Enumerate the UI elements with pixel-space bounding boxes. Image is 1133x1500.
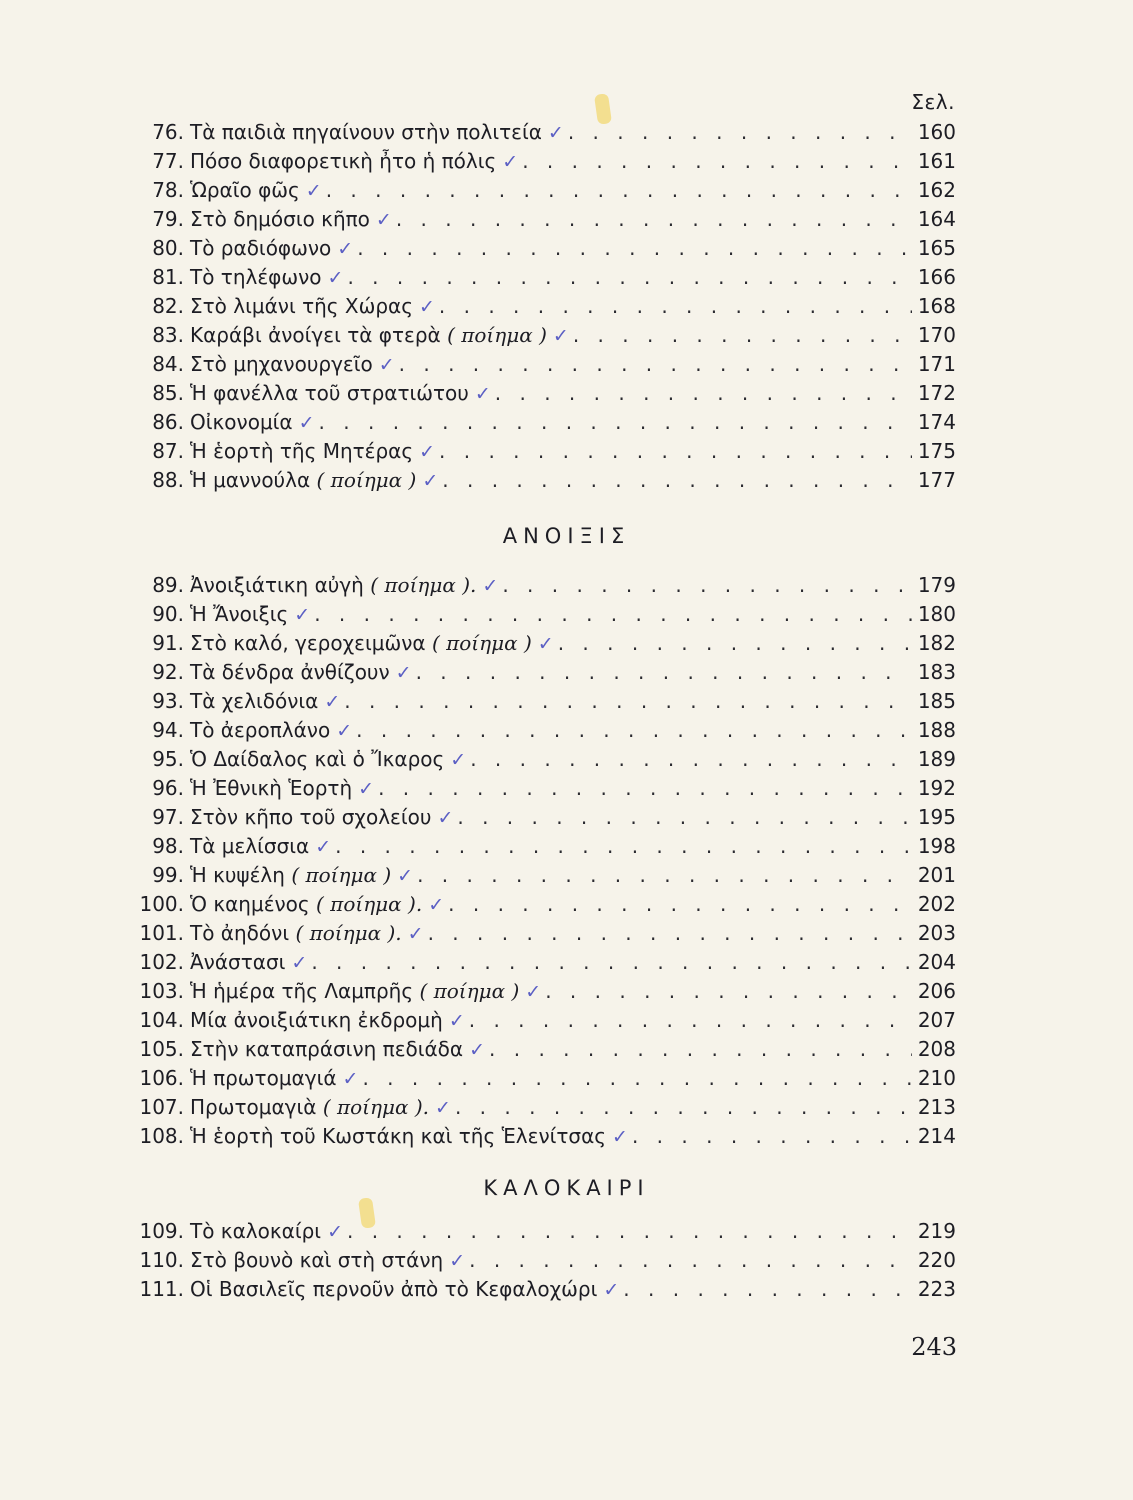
entry-title — [184, 147, 518, 177]
entry-page: 177 — [917, 468, 956, 492]
entry-genre-note: ( ποίημα ). — [370, 573, 477, 597]
entry-title-text: Μία ἀνοιξιάτικη ἐκδρομὴ — [190, 1008, 443, 1032]
leader-dots — [396, 205, 912, 234]
entry-title — [184, 1275, 619, 1305]
checkmark-icon: ✓ — [552, 325, 569, 347]
entry-genre-note: ( ποίημα ) — [291, 863, 392, 887]
toc-entry — [126, 716, 956, 745]
toc-entry — [126, 408, 956, 437]
toc-entry — [126, 832, 956, 861]
entry-title-text: Στὸ λιμάνι τῆς Χώρας — [190, 294, 413, 318]
entry-genre-note: ( ποίημα ) — [431, 631, 532, 655]
entry-title — [184, 1246, 465, 1276]
entry-title-text: Τὸ τηλέφωνο — [190, 265, 322, 289]
entry-page: 180 — [917, 602, 956, 626]
checkmark-icon: ✓ — [450, 749, 467, 771]
toc-entry — [126, 234, 956, 263]
checkmark-icon: ✓ — [358, 778, 375, 800]
entry-number: 100. — [139, 892, 184, 916]
entry-genre-note: ( ποίημα ). — [322, 1095, 430, 1119]
entry-title — [184, 321, 569, 351]
entry-title — [184, 1217, 343, 1247]
toc-entry — [126, 1064, 956, 1093]
page-column-label: Σελ. — [911, 90, 955, 114]
entry-title-text: Τὰ παιδιὰ πηγαίνουν στὴν πολιτεία — [190, 120, 542, 144]
entry-number: 108. — [139, 1124, 184, 1148]
entry-title — [184, 205, 392, 235]
entry-title — [184, 948, 307, 978]
entry-title-text: Τὰ δένδρα ἀνθίζουν — [190, 660, 390, 684]
leader-dots — [573, 321, 912, 350]
entry-page: 160 — [917, 120, 956, 144]
entry-title — [184, 890, 444, 920]
entry-number: 88. — [152, 468, 184, 492]
checkmark-icon: ✓ — [482, 575, 499, 597]
entry-title — [184, 832, 331, 862]
checkmark-icon: ✓ — [315, 836, 332, 858]
entry-page: 210 — [917, 1066, 956, 1090]
toc-entry — [126, 1122, 956, 1151]
entry-genre-note: ( ποίημα ). — [295, 921, 402, 945]
entry-page: 183 — [917, 660, 956, 684]
entry-title-text: Ἡ ἑορτὴ τῆς Μητέρας — [190, 439, 414, 463]
entry-page: 219 — [917, 1219, 956, 1243]
entry-number: 90. — [152, 602, 184, 626]
checkmark-icon: ✓ — [375, 209, 392, 231]
entry-page: 223 — [917, 1277, 956, 1301]
section-heading-summer: ΚΑΛΟΚΑΙΡΙ — [483, 1176, 650, 1200]
entry-title — [184, 919, 424, 949]
entry-genre-note: ( ποίημα ) — [447, 323, 547, 347]
checkmark-icon: ✓ — [337, 238, 354, 260]
leader-dots — [623, 1275, 912, 1304]
checkmark-icon: ✓ — [449, 1250, 466, 1272]
checkmark-icon: ✓ — [378, 354, 395, 376]
entry-page: 168 — [917, 294, 956, 318]
checkmark-icon: ✓ — [612, 1126, 628, 1148]
leader-dots — [347, 1217, 912, 1246]
entry-number: 93. — [152, 689, 184, 713]
toc-entry — [126, 176, 956, 205]
entry-title-text: Στὴν καταπράσινη πεδιάδα — [190, 1037, 464, 1061]
entry-page: 172 — [917, 381, 956, 405]
toc-entry — [126, 1275, 956, 1304]
entry-page: 198 — [917, 834, 956, 858]
entry-title — [184, 803, 453, 833]
toc-entry — [126, 1006, 956, 1035]
entry-number: 110. — [139, 1248, 184, 1272]
entry-number: 94. — [152, 718, 184, 742]
toc-entry — [126, 919, 956, 948]
toc-entry — [126, 379, 956, 408]
entry-title-text: Ἡ μαννούλα — [190, 468, 311, 492]
toc-entry — [126, 629, 956, 658]
entry-page: 202 — [917, 892, 956, 916]
leader-dots — [319, 408, 912, 437]
entry-title-text: Οἰκονομία — [190, 410, 293, 434]
leader-dots — [311, 948, 912, 977]
entry-title-text: Ὁ καημένος — [190, 892, 310, 916]
leader-dots — [568, 118, 912, 147]
checkmark-icon: ✓ — [294, 604, 311, 626]
leader-dots — [455, 1093, 912, 1122]
entry-title-text: Ἡ ἑορτὴ τοῦ Κωστάκη καὶ τῆς Ἑλενίτσας — [190, 1124, 607, 1148]
entry-number: 86. — [152, 410, 184, 434]
entry-page: 192 — [917, 776, 956, 800]
toc-entry — [126, 1093, 956, 1122]
entry-title — [184, 600, 310, 630]
toc-entry — [126, 437, 956, 466]
entry-title — [184, 350, 395, 380]
leader-dots — [326, 176, 912, 205]
entry-title — [184, 687, 340, 717]
entry-title-text: Στὸ μηχανουργεῖο — [190, 352, 373, 376]
entry-title-text: Τὰ μελίσσια — [190, 834, 310, 858]
entry-number: 99. — [152, 863, 184, 887]
entry-page: 171 — [917, 352, 956, 376]
entry-title — [184, 437, 435, 467]
leader-dots — [448, 890, 912, 919]
entry-number: 78. — [152, 178, 184, 202]
entry-title-text: Τὰ χελιδόνια — [190, 689, 319, 713]
entry-title-text: Ἡ Ἄνοιξις — [190, 602, 289, 626]
entry-genre-note: ( ποίημα ) — [419, 979, 520, 1003]
entry-number: 105. — [139, 1037, 184, 1061]
entry-number: 106. — [139, 1066, 184, 1090]
leader-dots — [502, 571, 912, 600]
toc-entry — [126, 1035, 956, 1064]
entry-page: 208 — [917, 1037, 956, 1061]
toc-entry — [126, 1246, 956, 1275]
entry-title-text: Ὡραῖο φῶς — [190, 178, 300, 202]
entry-number: 111. — [139, 1277, 184, 1301]
entry-number: 89. — [152, 573, 184, 597]
entry-title — [184, 745, 466, 775]
entry-page: 162 — [917, 178, 956, 202]
entry-page: 213 — [917, 1095, 956, 1119]
entry-page: 182 — [917, 631, 956, 655]
entry-title — [184, 379, 491, 409]
checkmark-icon: ✓ — [342, 1068, 359, 1090]
leader-dots — [399, 350, 912, 379]
checkmark-icon: ✓ — [603, 1279, 620, 1301]
entry-title-text: Στὸ δημόσιο κῆπο — [190, 207, 370, 231]
entry-genre-note: ( ποίημα ). — [316, 892, 423, 916]
entry-title-text: Στὸ καλό, γεροχειμῶνα — [190, 631, 426, 655]
entry-title-text: Στὸν κῆπο τοῦ σχολείου — [190, 805, 432, 829]
leader-dots — [489, 1035, 912, 1064]
leader-dots — [357, 234, 912, 263]
entry-number: 97. — [152, 805, 184, 829]
toc-entry — [126, 977, 956, 1006]
entry-number: 102. — [139, 950, 184, 974]
leader-dots — [545, 977, 912, 1006]
entry-title-text: Καράβι ἀνοίγει τὰ φτερὰ — [190, 323, 441, 347]
entry-title — [184, 1122, 628, 1152]
entry-title-text: Ἀνοιξιάτικη αὐγὴ — [190, 573, 364, 597]
entry-number: 107. — [139, 1095, 184, 1119]
toc-entry — [126, 205, 956, 234]
leader-dots — [558, 629, 912, 658]
entry-title — [184, 408, 315, 438]
entry-number: 101. — [139, 921, 184, 945]
entry-title — [184, 292, 435, 322]
checkmark-icon: ✓ — [395, 662, 412, 684]
entry-genre-note: ( ποίημα ) — [316, 468, 417, 492]
entry-page: 188 — [917, 718, 956, 742]
entry-number: 95. — [152, 747, 184, 771]
checkmark-icon: ✓ — [448, 1010, 465, 1032]
checkmark-icon: ✓ — [327, 1221, 343, 1243]
entry-number: 76. — [152, 120, 184, 144]
entry-number: 84. — [152, 352, 184, 376]
checkmark-icon: ✓ — [407, 923, 424, 945]
leader-dots — [439, 437, 912, 466]
entry-number: 77. — [152, 149, 184, 173]
leader-dots — [442, 466, 912, 495]
entry-page: 179 — [917, 573, 956, 597]
entry-number: 109. — [139, 1219, 184, 1243]
entry-page: 164 — [917, 207, 956, 231]
checkmark-icon: ✓ — [469, 1039, 486, 1061]
entry-page: 185 — [917, 689, 956, 713]
entry-title — [184, 861, 413, 891]
entry-title-text: Ἡ Ἐθνικὴ Ἑορτὴ — [190, 776, 353, 800]
toc-entry — [126, 600, 956, 629]
entry-title — [184, 977, 541, 1007]
entry-title — [184, 571, 498, 601]
toc-entry — [126, 292, 956, 321]
leader-dots — [356, 716, 912, 745]
toc-entry — [126, 466, 956, 495]
toc-entry — [126, 861, 956, 890]
toc-entry — [126, 571, 956, 600]
entry-page: 195 — [917, 805, 956, 829]
entry-page: 165 — [917, 236, 956, 260]
leader-dots — [344, 687, 912, 716]
entry-title — [184, 716, 352, 746]
entry-page: 203 — [917, 921, 956, 945]
leader-dots — [439, 292, 912, 321]
toc-entry — [126, 147, 956, 176]
checkmark-icon: ✓ — [419, 441, 436, 463]
entry-title-text: Στὸ βουνὸ καὶ στὴ στάνη — [190, 1248, 444, 1272]
leader-dots — [335, 832, 912, 861]
checkmark-icon: ✓ — [327, 267, 344, 289]
leader-dots — [469, 1006, 912, 1035]
entry-number: 91. — [152, 631, 184, 655]
entry-title — [184, 118, 564, 148]
checkmark-icon: ✓ — [437, 807, 454, 829]
toc-entry — [126, 890, 956, 919]
leader-dots — [378, 774, 912, 803]
checkmark-icon: ✓ — [502, 151, 519, 173]
entry-page: 206 — [917, 979, 956, 1003]
checkmark-icon: ✓ — [397, 865, 414, 887]
checkmark-icon: ✓ — [474, 383, 491, 405]
leader-dots — [470, 745, 912, 774]
entry-title — [184, 263, 343, 293]
entry-page: 220 — [917, 1248, 956, 1272]
checkmark-icon: ✓ — [336, 720, 353, 742]
entry-title — [184, 466, 438, 496]
entry-title-text: Ὁ Δαίδαλος καὶ ὁ Ἴκαρος — [190, 747, 445, 771]
checkmark-icon: ✓ — [324, 691, 341, 713]
toc-entry — [126, 118, 956, 147]
entry-page: 207 — [917, 1008, 956, 1032]
entry-number: 103. — [139, 979, 184, 1003]
entry-page: 175 — [917, 439, 956, 463]
entry-title-text: Ἡ ἡμέρα τῆς Λαμπρῆς — [190, 979, 414, 1003]
leader-dots — [457, 803, 912, 832]
entry-number: 96. — [152, 776, 184, 800]
section-heading-spring: ΑΝΟΙΞΙΣ — [502, 524, 631, 548]
entry-title-text: Πόσο διαφορετικὴ ἦτο ἡ πόλις — [190, 149, 497, 173]
toc-entry — [126, 350, 956, 379]
entry-title — [184, 774, 374, 804]
entry-number: 98. — [152, 834, 184, 858]
toc-entry — [126, 658, 956, 687]
entry-title-text: Πρωτομαγιὰ — [190, 1095, 317, 1119]
entry-number: 80. — [152, 236, 184, 260]
highlight-mark — [594, 93, 612, 125]
leader-dots — [416, 658, 912, 687]
entry-title-text: Ἡ κυψέλη — [190, 863, 285, 887]
toc-entry — [126, 948, 956, 977]
checkmark-icon: ✓ — [418, 296, 435, 318]
entry-title-text: Τὸ ραδιόφωνο — [190, 236, 332, 260]
entry-title-text: Τὸ ἀηδόνι — [190, 921, 290, 945]
leader-dots — [347, 263, 912, 292]
entry-number: 79. — [152, 207, 184, 231]
leader-dots — [314, 600, 912, 629]
highlight-mark — [358, 1197, 376, 1229]
entry-number: 83. — [152, 323, 184, 347]
entry-number: 87. — [152, 439, 184, 463]
toc-entry — [126, 687, 956, 716]
entry-title — [184, 629, 554, 659]
entry-page: 170 — [917, 323, 956, 347]
entry-page: 174 — [917, 410, 956, 434]
entry-title — [184, 1093, 451, 1123]
leader-dots — [522, 147, 912, 176]
entry-title-text: Οἱ Βασιλεῖς περνοῦν ἀπὸ τὸ Κεφαλοχώρι — [190, 1277, 598, 1301]
entry-title-text: Ἡ πρωτομαγιά — [190, 1066, 337, 1090]
entry-page: 214 — [917, 1124, 956, 1148]
entry-number: 92. — [152, 660, 184, 684]
checkmark-icon: ✓ — [422, 470, 439, 492]
leader-dots — [495, 379, 912, 408]
toc-entry — [126, 321, 956, 350]
entry-title — [184, 234, 353, 264]
entry-page: 166 — [917, 265, 956, 289]
entry-title-text: Ἡ φανέλλα τοῦ στρατιώτου — [190, 381, 469, 405]
leader-dots — [417, 861, 912, 890]
entry-page: 204 — [917, 950, 956, 974]
entry-number: 85. — [152, 381, 184, 405]
toc-entry — [126, 263, 956, 292]
entry-title — [184, 1006, 465, 1036]
checkmark-icon: ✓ — [547, 122, 564, 144]
checkmark-icon: ✓ — [298, 412, 315, 434]
leader-dots — [632, 1122, 912, 1151]
leader-dots — [469, 1246, 912, 1275]
entry-title — [184, 176, 322, 206]
entry-title-text: Τὸ ἀεροπλάνο — [190, 718, 331, 742]
leader-dots — [428, 919, 912, 948]
toc-entry — [126, 774, 956, 803]
checkmark-icon: ✓ — [291, 952, 308, 974]
checkmark-icon: ✓ — [525, 981, 542, 1003]
entry-number: 104. — [139, 1008, 184, 1032]
entry-number: 81. — [152, 265, 184, 289]
entry-page: 189 — [917, 747, 956, 771]
toc-entry — [126, 1217, 956, 1246]
checkmark-icon: ✓ — [428, 894, 445, 916]
entry-title — [184, 1035, 485, 1065]
checkmark-icon: ✓ — [435, 1097, 451, 1119]
page-number: 243 — [911, 1333, 957, 1361]
toc-entry — [126, 803, 956, 832]
entry-page: 161 — [917, 149, 956, 173]
toc-entry — [126, 745, 956, 774]
checkmark-icon: ✓ — [537, 633, 554, 655]
entry-title-text: Τὸ καλοκαίρι — [190, 1219, 322, 1243]
entry-title-text: Ἀνάστασι — [190, 950, 286, 974]
leader-dots — [362, 1064, 912, 1093]
entry-title — [184, 1064, 358, 1094]
checkmark-icon: ✓ — [305, 180, 322, 202]
entry-title — [184, 658, 412, 688]
entry-number: 82. — [152, 294, 184, 318]
entry-page: 201 — [917, 863, 956, 887]
